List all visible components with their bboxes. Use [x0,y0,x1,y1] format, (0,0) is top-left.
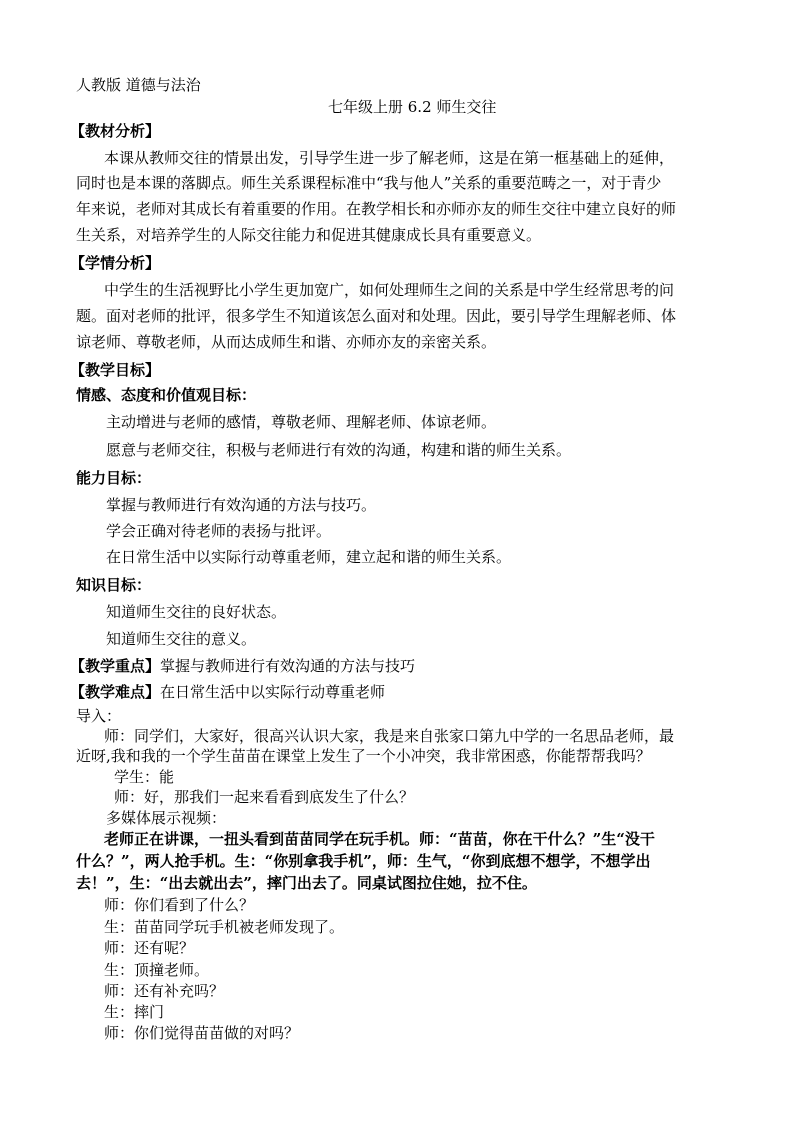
goals-heading: 【教学目标】 [70,361,161,379]
publisher-label: 人教版 道德与法治 [76,76,201,94]
student-analysis-line: 谅老师、尊敬老师，从而达成师生和谐、亦师亦友的亲密关系。 [76,333,497,351]
dialogue-line: 生：苗苗同学玩手机被老师发现了。 [104,918,345,936]
knowledge-goal-item: 知道师生交往的良好状态。 [106,603,287,621]
intro-student-reply: 学生：能 [114,768,175,786]
lesson-title: 七年级上册 6.2 师生交往 [328,98,497,116]
student-analysis-heading: 【学情分析】 [70,254,161,272]
textbook-analysis-line: 年来说，老师对其成长有着重要的作用。在教学相长和亦师亦友的师生交往中建立良好的师 [76,200,677,218]
ability-goal-item: 在日常生活中以实际行动尊重老师，建立起和谐的师生关系。 [106,548,512,566]
difficult-point-heading: 【教学难点】 [70,683,161,701]
intro-label: 导入： [76,707,122,725]
emotion-goal-item: 主动增进与老师的感情，尊敬老师、理解老师、体谅老师。 [106,413,497,431]
difficult-point-text: 在日常生活中以实际行动尊重老师 [160,683,386,701]
video-description-line: 老师正在讲课，一扭头看到苗苗同学在玩手机。师：“苗苗，你在干什么？”生“没干 [104,830,655,848]
knowledge-goal-item: 知道师生交往的意义。 [106,630,257,648]
ability-goal-item: 掌握与教师进行有效沟通的方法与技巧。 [106,496,377,514]
student-analysis-line: 题。面对老师的批评，很多学生不知道该怎么面对和处理。因此，要引导学生理解老师、体 [76,307,677,325]
knowledge-goals-title: 知识目标： [76,576,152,594]
media-label: 多媒体展示视频： [106,809,227,827]
intro-teacher-reply: 师：好，那我们一起来看看到底发生了什么？ [114,788,415,806]
textbook-analysis-heading: 【教材分析】 [70,122,161,140]
dialogue-line: 生：摔门 [104,1003,165,1021]
dialogue-line: 师：你们看到了什么？ [104,896,255,914]
intro-teacher-line: 近呀,我和我的一个学生苗苗在课堂上发生了一个小冲突，我非常困惑，你能帮帮我吗？ [76,747,651,765]
dialogue-line: 师：你们觉得苗苗做的对吗？ [104,1024,300,1042]
video-description-line: 什么？”，两人抢手机。生：“你别拿我手机”，师：生气，“你到底想不想学，不想学出 [76,852,651,870]
ability-goal-item: 学会正确对待老师的表扬与批评。 [106,522,332,540]
textbook-analysis-line: 本课从教师交往的情景出发，引导学生进一步了解老师，这是在第一框基础上的延伸， [104,149,675,167]
video-description-line: 去！”，生：“出去就出去”，摔门出去了。同桌试图拉住她，拉不住。 [76,874,537,892]
student-analysis-line: 中学生的生活视野比小学生更加宽广，如何处理师生之间的关系是中学生经常思考的问 [104,281,675,299]
textbook-analysis-line: 生关系，对培养学生的人际交往能力和促进其健康成长具有重要意义。 [76,226,542,244]
ability-goals-title: 能力目标： [76,469,152,487]
difficult-point-row [70,685,385,700]
dialogue-line: 师：还有呢？ [104,939,195,957]
key-point-row [70,659,415,674]
dialogue-line: 师：还有补充吗？ [104,982,225,1000]
intro-teacher-line: 师：同学们，大家好，很高兴认识大家，我是来自张家口第九中学的一名思品老师，最 [104,727,675,745]
key-point-text: 掌握与教师进行有效沟通的方法与技巧 [160,657,416,675]
dialogue-line: 生：顶撞老师。 [104,961,210,979]
emotion-goals-title: 情感、态度和价值观目标： [76,386,257,404]
textbook-analysis-line: 同时也是本课的落脚点。师生关系课程标准中“我与他人”关系的重要范畴之一，对于青少 [76,174,662,192]
emotion-goal-item: 愿意与老师交往，积极与老师进行有效的沟通，构建和谐的师生关系。 [106,441,572,459]
key-point-heading: 【教学重点】 [70,657,161,675]
